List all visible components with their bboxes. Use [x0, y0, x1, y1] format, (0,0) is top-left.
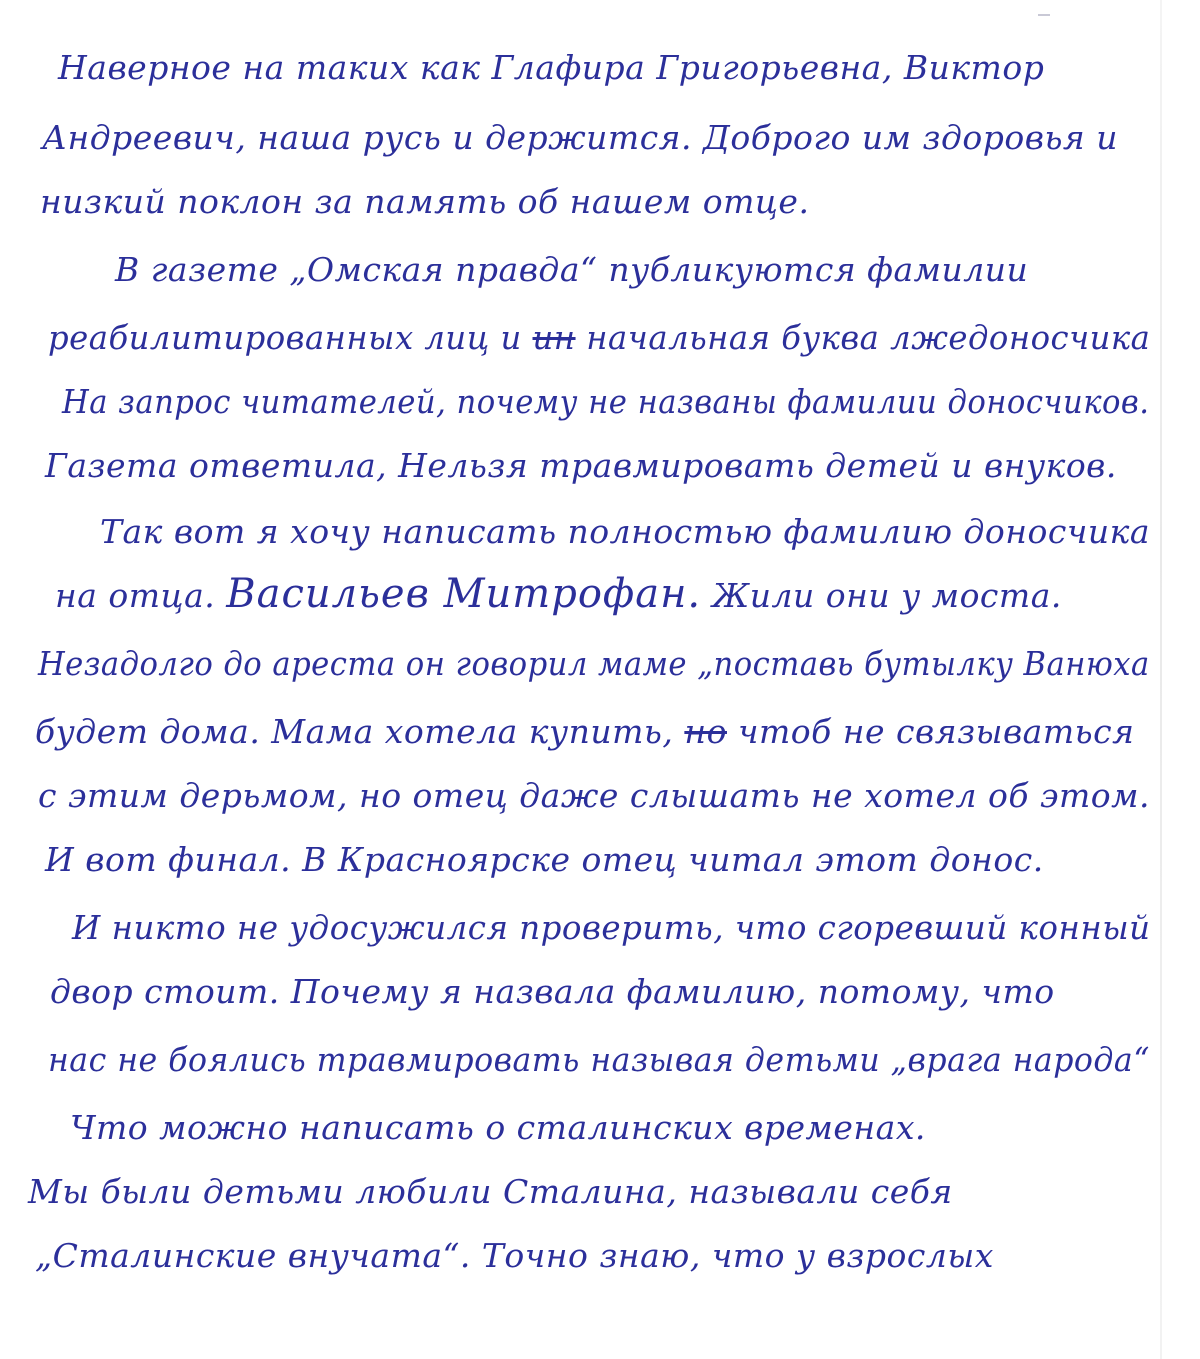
letter-line-11-start: будет дома. Мама хотела купить,	[35, 712, 674, 751]
letter-line-3: низкий поклон за память об нашем отце.	[40, 182, 810, 221]
letter-line-16: нас не боялись травмировать называя детьми „врага народа“	[48, 1040, 1150, 1079]
letter-line-14: И никто не удосужился проверить, что сгоревший конный	[72, 908, 1151, 947]
letter-line-5-end: начальная буква лжедоносчика	[586, 318, 1151, 357]
letter-line-17: Что можно написать о сталинских временах.	[70, 1108, 926, 1147]
crossed-out-word: ин	[532, 318, 576, 357]
letter-line-9-start: на отца.	[55, 576, 216, 615]
letter-line-2: Андреевич, наша русь и держится. Доброго им здоровья и	[42, 118, 1119, 157]
crossed-out-word-2: но	[684, 712, 727, 751]
letter-line-9-end: Жили они у моста.	[712, 576, 1062, 615]
letter-line-5-start: реабилитированных лиц и	[48, 318, 522, 357]
letter-line-8: Так вот я хочу написать полностью фамилию доносчика	[100, 512, 1151, 551]
letter-line-6: На запрос читателей, почему не названы фамилии доносчиков.	[62, 382, 1150, 421]
letter-line-4: В газете „Омская правда“ публикуются фамилии	[115, 250, 1029, 289]
letter-line-1: Наверное на таких как Глафира Григорьевна, Виктор	[58, 48, 1045, 87]
paper-edge	[1160, 0, 1162, 1359]
letter-line-15: двор стоит. Почему я назвала фамилию, потому, что	[50, 972, 1055, 1011]
letter-line-7: Газета ответила, Нельзя травмировать детей и внуков.	[45, 446, 1117, 485]
informer-name: Васильев Митрофан.	[226, 571, 702, 617]
letter-line-13: И вот финал. В Красноярске отец читал этот донос.	[45, 840, 1044, 879]
letter-line-5	[48, 318, 1150, 358]
letter-line-12: с этим дерьмом, но отец даже слышать не хотел об этом.	[38, 776, 1150, 815]
pen-mark	[1038, 14, 1050, 16]
letter-line-11-end: чтоб не связываться	[737, 712, 1135, 751]
letter-line-19: „Сталинские внучата“. Точно знаю, что у взрослых	[35, 1236, 994, 1275]
letter-line-11	[35, 712, 1134, 752]
letter-line-9	[55, 571, 1062, 617]
letter-line-18: Мы были детьми любили Сталина, называли себя	[28, 1172, 953, 1211]
letter-line-10: Незадолго до ареста он говорил маме „поставь бутылку Ванюха	[38, 644, 1150, 683]
